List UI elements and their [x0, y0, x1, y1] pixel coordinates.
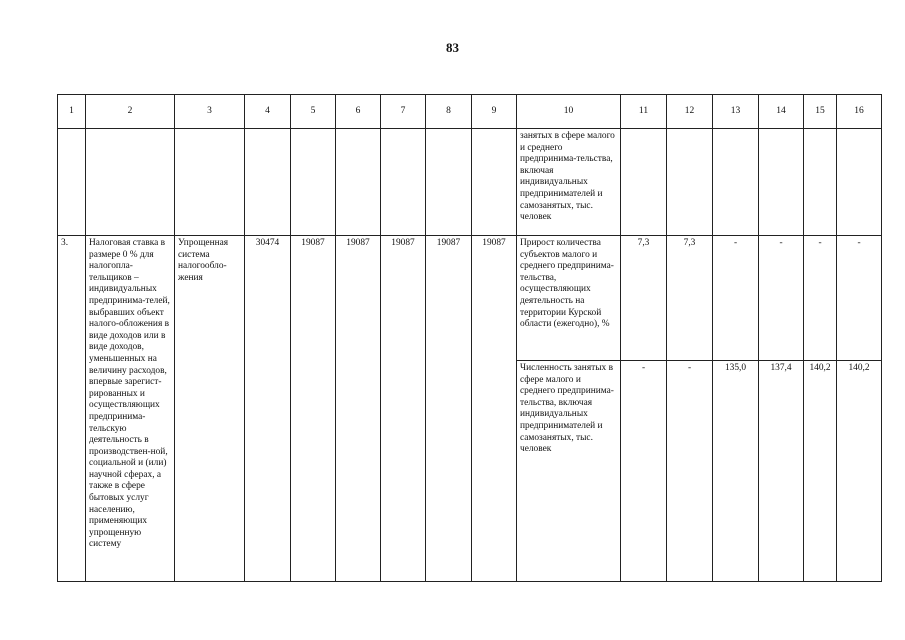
column-header: 10	[517, 95, 621, 129]
indicator-value: 140,2	[837, 361, 882, 582]
table-cell	[837, 129, 882, 236]
indicator-value: -	[804, 236, 837, 361]
table-cell	[291, 129, 336, 236]
column-header: 9	[472, 95, 517, 129]
table-cell	[86, 129, 175, 236]
table-cell	[472, 129, 517, 236]
value-cell-col9: 19087	[472, 236, 517, 582]
column-header: 14	[759, 95, 804, 129]
value-cell-col4: 30474	[245, 236, 291, 582]
measure-name: Налоговая ставка в размере 0 % для налогопла-тельщиков – индивидуальных предпринима-телей, выбравших объект налого-обложения в виде доходов или в виде доходов, уменьшенных на величину расходов, впервые зарегист-рированных и осуществляющих предпринима-тельскую деятельность в производствен-ной, социальной и (или) научной сферах, а также в сфере бытовых услуг населению, применяющих упрощенную систему	[86, 236, 175, 582]
column-header: 3	[175, 95, 245, 129]
header-row	[58, 95, 882, 129]
column-header: 2	[86, 95, 175, 129]
indicator-value: -	[713, 236, 759, 361]
indicator-value: 140,2	[804, 361, 837, 582]
table-cell	[804, 129, 837, 236]
column-header: 12	[667, 95, 713, 129]
table-cell	[426, 129, 472, 236]
indicator-value: 135,0	[713, 361, 759, 582]
indicator-name: Прирост количества субъектов малого и среднего предпринима-тельства, осуществляющих деятельность на территории Курской области (ежегодно), %	[517, 236, 621, 361]
value-cell-col8: 19087	[426, 236, 472, 582]
tax-system: Упрощенная система налогообло-жения	[175, 236, 245, 582]
table-cell	[759, 129, 804, 236]
indicator-value: -	[667, 361, 713, 582]
indicator-value: 137,4	[759, 361, 804, 582]
table-cell	[175, 129, 245, 236]
continuation-row	[58, 129, 882, 236]
indicator-value: -	[837, 236, 882, 361]
column-header: 5	[291, 95, 336, 129]
column-header: 8	[426, 95, 472, 129]
column-header: 1	[58, 95, 86, 129]
page-number: 83	[446, 40, 459, 55]
table-cell	[58, 129, 86, 236]
value-cell-col5: 19087	[291, 236, 336, 582]
column-header: 7	[381, 95, 426, 129]
table-cell	[621, 129, 667, 236]
table-cell	[713, 129, 759, 236]
indicator-continuation-cell: занятых в сфере малого и среднего предпринима-тельства, включая индивидуальных предпринимателей и самозанятых, тыс. человек	[517, 129, 621, 236]
table-cell	[667, 129, 713, 236]
data-table	[57, 94, 882, 582]
table-cell	[336, 129, 381, 236]
indicator-value: 7,3	[621, 236, 667, 361]
column-header: 15	[804, 95, 837, 129]
indicator-value: -	[621, 361, 667, 582]
indicator-value: -	[759, 236, 804, 361]
indicator-value: 7,3	[667, 236, 713, 361]
table-cell	[245, 129, 291, 236]
table-cell	[381, 129, 426, 236]
column-header: 13	[713, 95, 759, 129]
measure-number: 3.	[58, 236, 86, 582]
measure-row	[58, 236, 882, 361]
value-cell-col7: 19087	[381, 236, 426, 582]
column-header: 11	[621, 95, 667, 129]
column-header: 6	[336, 95, 381, 129]
indicator-name: Численность занятых в сфере малого и среднего предпринима-тельства, включая индивидуальных предпринимателей и самозанятых, тыс. человек	[517, 361, 621, 582]
value-cell-col6: 19087	[336, 236, 381, 582]
column-header: 16	[837, 95, 882, 129]
column-header: 4	[245, 95, 291, 129]
